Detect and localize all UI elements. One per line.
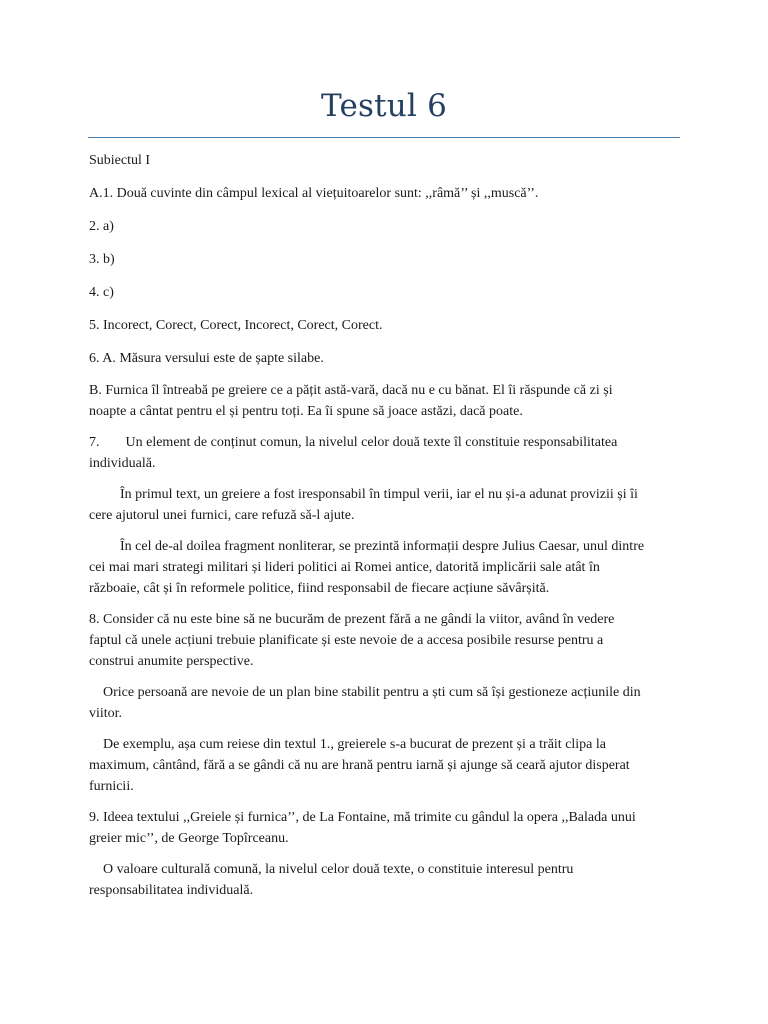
answer-7-paragraph-3: În cel de-al doilea fragment nonliterar, se prezintă informații despre Julius Caesar, unul dintre cei mai mari strategi militari și lideri politici ai Romei antice, datorită implicării sale atât în războaie, cât și în reformele politice, fiind responsabil de fiecare acțiune săvârșită. [89, 539, 645, 596]
answer-3: 3. b) [89, 252, 115, 267]
answer-6a: 6. A. Măsura versului este de șapte silabe. [89, 351, 324, 366]
title-underline [88, 137, 680, 138]
answer-7-text: Un element de conținut comun, la nivelul celor două texte îl constituie responsabilitatea individuală. [89, 435, 618, 471]
answer-8-paragraph-2: Orice persoană are nevoie de un plan bine stabilit pentru a ști cum să își gestioneze acțiunile din viitor. [89, 685, 641, 721]
answer-5: 5. Incorect, Corect, Corect, Incorect, Corect, Corect. [89, 318, 383, 333]
answer-7-paragraph-2: În primul text, un greiere a fost iresponsabil în timpul verii, iar el nu și-a adunat provizii și îi cere ajutorul unei furnici, care refuză să-l ajute. [89, 487, 638, 523]
answer-2: 2. a) [89, 219, 114, 234]
answer-8: 8. Consider că nu este bine să ne bucurăm de prezent fără a ne gândi la viitor, având în vedere faptul că unele acțiuni trebuie planificate și este nevoie de a accesa posibile resurse pentru a construi anumite perspective. [89, 612, 615, 669]
document-body [89, 150, 645, 901]
page-title: Testul 6 [320, 88, 448, 124]
answer-7-number: 7. [89, 435, 100, 450]
section-heading: Subiectul I [89, 153, 151, 168]
answer-7 [89, 432, 645, 474]
answer-6b: B. Furnica îl întreabă pe greiere ce a pățit astă-vară, dacă nu e cu bănat. El îi răspunde că zi și noapte a cântat pentru el și pentru toți. Ea îi spune să joace astăzi, dacă poate. [89, 383, 613, 419]
answer-a1: A.1. Două cuvinte din câmpul lexical al viețuitoarelor sunt: ,,râmă’’ și ,,muscă’’. [89, 186, 539, 201]
answer-4: 4. c) [89, 285, 114, 300]
answer-9-paragraph-2: O valoare culturală comună, la nivelul celor două texte, o constituie interesul pentru responsabilitatea individuală. [89, 862, 574, 898]
answer-9: 9. Ideea textului ,,Greiele și furnica’’, de La Fontaine, mă trimite cu gândul la opera ,,Balada unui greier mic’’, de George Topîrceanu. [89, 810, 636, 846]
answer-8-paragraph-3: De exemplu, așa cum reiese din textul 1., greierele s-a bucurat de prezent și a trăit clipa la maximum, cântând, fără a se gândi că nu are hrană pentru iarnă și ajunge să ceară ajutor disperat furnicii. [89, 737, 630, 794]
